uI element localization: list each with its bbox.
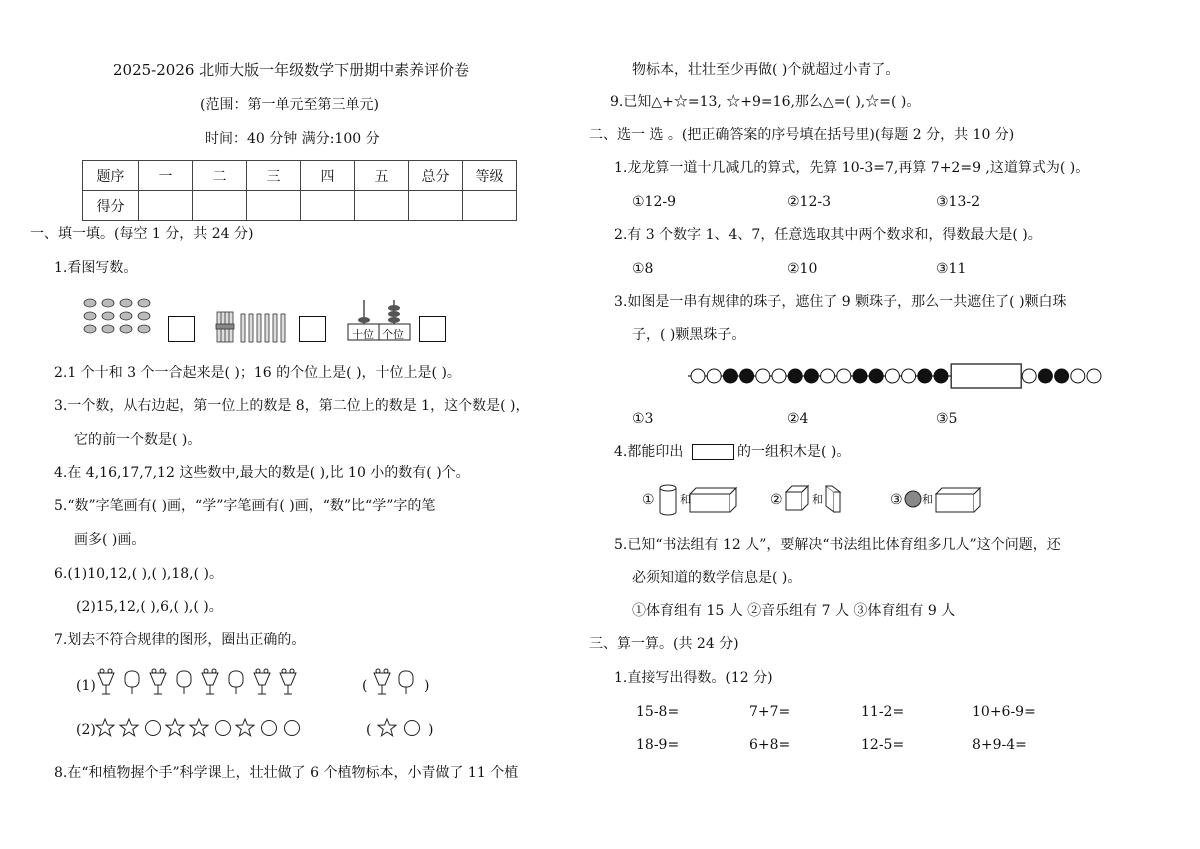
s2-q4-option-2[interactable]: ② (770, 492, 783, 508)
cylinder-and-cuboid-icon (658, 482, 748, 518)
white-bead (1022, 369, 1036, 383)
calc-item: 11-2= (861, 704, 905, 720)
score-header-cell: 三 (247, 161, 301, 191)
white-bead (1087, 369, 1101, 383)
white-bead (837, 369, 851, 383)
s2-q5-text-cont: 必须知道的数学信息是( )。 (632, 570, 802, 586)
q3-text-cont: 它的前一个数是( )。 (74, 432, 202, 448)
q8-text-cont: 物标本，壮壮至少再做( )个就超过小青了。 (632, 62, 900, 78)
score-row-label: 得分 (83, 191, 139, 221)
s2-q4-option-3[interactable]: ③ (890, 492, 903, 508)
s2-q3-option-1[interactable]: ①3 (632, 411, 654, 427)
score-header-cell: 五 (355, 161, 409, 191)
s2-q3-text-cont: 子，( )颗黑珠子。 (632, 327, 746, 343)
star-circle-sequence-icon (96, 718, 306, 738)
calc-item: 12-5= (861, 737, 905, 753)
s2-q2-option-3[interactable]: ③11 (936, 261, 967, 277)
black-bead (869, 369, 883, 383)
s2-q5-options[interactable]: ①体育组有 15 人 ②音乐组有 7 人 ③体育组有 9 人 (632, 603, 956, 619)
s2-q4-option-2-he: 和 (812, 493, 823, 506)
q4-text: 4.在 4,16,17,7,12 这些数中,最大的数是( ),比 10 小的数有( )个。 (54, 465, 470, 481)
ice-cream-answer-icon (372, 667, 418, 697)
black-bead (934, 369, 948, 383)
score-cell[interactable] (463, 191, 517, 221)
s2-q4-text-post: 的一组积木是( )。 (737, 444, 851, 460)
black-bead (740, 369, 754, 383)
white-bead (756, 369, 770, 383)
answer-box[interactable] (299, 316, 326, 342)
s2-q4-option-1[interactable]: ① (642, 492, 655, 508)
score-cell[interactable] (355, 191, 409, 221)
section3-heading: 三、算一算。(共 24 分) (589, 636, 739, 652)
white-bead (772, 369, 786, 383)
q7-text: 7.划去不符合规律的图形，圈出正确的。 (54, 632, 306, 648)
q7-part1-answer-paren-left: ( (362, 678, 368, 694)
black-bead (788, 369, 802, 383)
score-table-header-row (83, 161, 517, 191)
calc-item: 8+9-4= (972, 737, 1027, 753)
black-bead (1055, 369, 1069, 383)
exam-scope: (范围：第一单元至第三单元) (200, 97, 379, 113)
s2-q1-option-2[interactable]: ②12-3 (787, 194, 832, 210)
black-bead (1038, 369, 1052, 383)
ice-cream-sequence-icon (96, 667, 306, 697)
print-rectangle-shape (692, 444, 734, 460)
s2-q3-text: 3.如图是一串有规律的珠子，遮住了 9 颗珠子，那么一共遮住了( )颗白珠 (614, 294, 1067, 310)
score-cell[interactable] (409, 191, 463, 221)
score-header-cell: 题序 (83, 161, 139, 191)
q5-text: 5.“数”字笔画有( )画，“学”字笔画有( )画，“数”比“学”字的笔 (54, 498, 436, 514)
score-cell[interactable] (247, 191, 301, 221)
score-header-cell: 等级 (463, 161, 517, 191)
q7-part1-label: (1) (76, 678, 96, 694)
sticks-bundle-icon (217, 312, 297, 344)
s2-q1-option-3[interactable]: ③13-2 (936, 194, 981, 210)
s2-q2-option-1[interactable]: ①8 (632, 261, 654, 277)
s3-q1-text: 1.直接写出得数。(12 分) (614, 670, 773, 686)
section1-heading: 一、填一填。(每空 1 分，共 24 分) (30, 226, 254, 242)
q7-part1-answer-paren-right: ) (424, 678, 430, 694)
bead-string-diagram (688, 362, 1033, 390)
s2-q4-option-3-he: 和 (922, 493, 933, 506)
s2-q2-option-2[interactable]: ②10 (787, 261, 818, 277)
abacus-tens-label: 十位 (352, 328, 374, 341)
page-title: 2025-2026 北师大版一年级数学下册期中素养评价卷 (113, 61, 470, 79)
calc-item: 18-9= (636, 737, 680, 753)
score-header-cell: 一 (139, 161, 193, 191)
q5-text-cont: 画多( )画。 (74, 532, 146, 548)
answer-box[interactable] (419, 316, 446, 342)
white-bead (902, 369, 916, 383)
score-header-cell: 总分 (409, 161, 463, 191)
calc-item: 6+8= (749, 737, 791, 753)
abacus-ones-label: 个位 (382, 328, 404, 341)
q6-part1-text: 6.(1)10,12,( ),( ),18,( )。 (54, 566, 224, 582)
s2-q4-option-1-he: 和 (680, 493, 691, 506)
score-header-cell: 二 (193, 161, 247, 191)
score-header-cell: 四 (301, 161, 355, 191)
s2-q2-text: 2.有 3 个数字 1、4、7，任意选取其中两个数求和，得数最大是( )。 (614, 227, 1042, 243)
white-bead (691, 369, 705, 383)
q6-part2-text: (2)15,12,( ),6,( ),( )。 (76, 599, 223, 615)
q2-text: 2.1 个十和 3 个一合起来是( )；16 的个位上是( )，十位上是( )。 (54, 365, 461, 381)
s2-q3-option-2[interactable]: ②4 (787, 411, 809, 427)
covered-beads-box (951, 364, 1021, 388)
answer-box[interactable] (168, 316, 195, 342)
black-bead (723, 369, 737, 383)
q7-part2-answer-paren-left: ( (366, 722, 372, 738)
score-table (82, 160, 517, 221)
white-bead (885, 369, 899, 383)
calc-item: 7+7= (749, 704, 791, 720)
q1-text: 1.看图写数。 (54, 260, 138, 276)
s2-q1-option-1[interactable]: ①12-9 (632, 194, 677, 210)
q7-part2-label: (2) (76, 722, 96, 738)
q9-text: 9.已知△+☆=13, ☆+9=16,那么△=( ),☆=( )。 (610, 94, 921, 110)
white-bead (707, 369, 721, 383)
q3-text: 3.一个数，从右边起，第一位上的数是 8，第二位上的数是 1，这个数是( )， (54, 398, 530, 414)
s2-q1-text: 1.龙龙算一道十几减几的算式，先算 10-3=7,再算 7+2=9 ,这道算式为( )。 (614, 160, 1090, 176)
score-cell[interactable] (193, 191, 247, 221)
s2-q3-option-3[interactable]: ③5 (936, 411, 958, 427)
white-bead (821, 369, 835, 383)
ball-and-cuboid-icon (904, 482, 984, 518)
calc-item: 15-8= (636, 704, 680, 720)
star-circle-answer-icon (378, 718, 428, 738)
peanut-group-icon (82, 297, 162, 335)
score-cell[interactable] (139, 191, 193, 221)
white-bead (1071, 369, 1085, 383)
black-bead (853, 369, 867, 383)
q8-text: 8.在“和植物握个手”科学课上，壮壮做了 6 个植物标本，小青做了 11 个植 (54, 765, 519, 781)
s2-q4-text-pre: 4.都能印出 (614, 444, 684, 460)
score-table-score-row (83, 191, 517, 221)
black-bead (804, 369, 818, 383)
exam-time: 时间：40 分钟 满分:100 分 (205, 131, 380, 147)
black-bead (918, 369, 932, 383)
score-cell[interactable] (301, 191, 355, 221)
s2-q5-text: 5.已知“书法组有 12 人”，要解决“书法组比体育组多几人”这个问题，还 (614, 537, 1061, 553)
section2-heading: 二、选一 选 。(把正确答案的序号填在括号里)(每题 2 分，共 10 分) (589, 127, 1015, 143)
calc-item: 10+6-9= (972, 704, 1036, 720)
q7-part2-answer-paren-right: ) (428, 722, 434, 738)
